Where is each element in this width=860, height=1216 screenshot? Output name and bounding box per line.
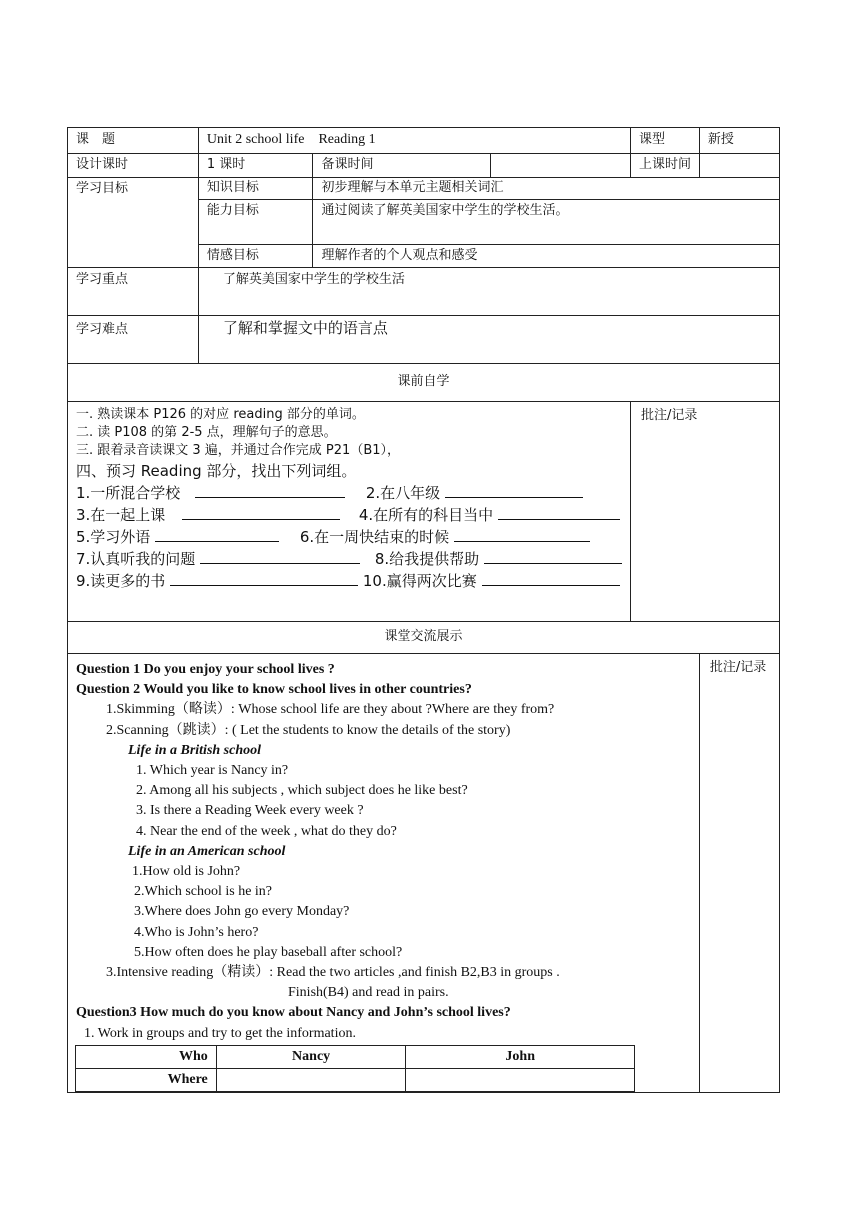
phrase-8-blank[interactable] bbox=[484, 549, 622, 564]
difficulties-label: 学习难点 bbox=[68, 316, 199, 364]
work-groups-line: 1. Work in groups and try to get the information. bbox=[84, 1025, 356, 1041]
self-study-title: 课前自学 bbox=[68, 364, 780, 402]
info-table bbox=[75, 1045, 635, 1092]
goal-knowledge-value: 初步理解与本单元主题相关词汇 bbox=[313, 178, 780, 200]
phrase-7-blank[interactable] bbox=[200, 549, 360, 564]
phrase-1-blank[interactable] bbox=[195, 483, 345, 498]
design-hours-label: 设计课时 bbox=[68, 154, 199, 178]
prep-time-value bbox=[490, 154, 630, 178]
topic-label: 课 题 bbox=[68, 128, 199, 154]
self-study-line-3: 三. 跟着录音读课文 3 遍，并通过合作完成 P21（B1）， bbox=[76, 443, 401, 458]
info-header-nancy: Nancy bbox=[216, 1045, 406, 1068]
phrase-9: 9.读更多的书 bbox=[76, 572, 166, 590]
classroom-content bbox=[68, 654, 700, 1093]
goal-emotion-value: 理解作者的个人观点和感受 bbox=[313, 245, 780, 268]
scanning-line: 2.Scanning（跳读）: ( Let the students to know the details of the story) bbox=[106, 722, 511, 738]
goals-label: 学习目标 bbox=[68, 178, 199, 268]
question-1: Question 1 Do you enjoy your school lives ? bbox=[76, 662, 335, 677]
goal-ability-label: 能力目标 bbox=[198, 200, 313, 245]
intensive-reading-line-2: Finish(B4) and read in pairs. bbox=[288, 985, 449, 1001]
british-question-1: 1. Which year is Nancy in? bbox=[136, 763, 289, 779]
self-study-content bbox=[68, 402, 631, 622]
goal-knowledge-label: 知识目标 bbox=[198, 178, 313, 200]
classroom-notes: 批注/记录 bbox=[699, 654, 779, 1093]
key-points-value: 了解英美国家中学生的学校生活 bbox=[198, 268, 779, 316]
british-question-3: 3. Is there a Reading Week every week ? bbox=[136, 803, 364, 819]
self-study-notes: 批注/记录 bbox=[630, 402, 779, 622]
british-question-4: 4. Near the end of the week , what do they do? bbox=[136, 823, 397, 839]
question-2: Question 2 Would you like to know school lives in other countries? bbox=[76, 682, 472, 698]
american-question-5: 5.How often does he play baseball after school? bbox=[134, 944, 403, 960]
class-time-label: 上课时间 bbox=[630, 154, 699, 178]
british-question-2: 2. Among all his subjects , which subject does he like best? bbox=[136, 783, 468, 799]
prep-time-label: 备课时间 bbox=[313, 154, 491, 178]
phrase-6-blank[interactable] bbox=[454, 527, 590, 542]
design-hours-value: 1 课时 bbox=[198, 154, 313, 178]
classroom-title: 课堂交流展示 bbox=[68, 622, 780, 654]
phrase-8: 8.给我提供帮助 bbox=[374, 550, 480, 568]
phrase-3: 3.在一起上课 bbox=[76, 506, 166, 524]
info-cell-nancy-where[interactable] bbox=[216, 1068, 406, 1091]
phrase-5-blank[interactable] bbox=[155, 527, 279, 542]
phrase-5: 5.学习外语 bbox=[76, 528, 151, 546]
class-time-value bbox=[699, 154, 779, 178]
american-school-title: Life in an American school bbox=[128, 843, 286, 859]
topic-value: Unit 2 school life Reading 1 bbox=[198, 128, 630, 154]
american-question-2: 2.Which school is he in? bbox=[134, 884, 273, 900]
key-points-label: 学习重点 bbox=[68, 268, 199, 316]
phrase-10: 10.赢得两次比赛 bbox=[362, 572, 477, 590]
goal-ability-value: 通过阅读了解英美国家中学生的学校生活。 bbox=[313, 200, 780, 245]
phrase-9-blank[interactable] bbox=[170, 571, 358, 586]
british-school-title: Life in a British school bbox=[128, 742, 262, 758]
info-cell-john-where[interactable] bbox=[406, 1068, 635, 1091]
goal-emotion-label: 情感目标 bbox=[198, 245, 313, 268]
preview-line: 四、预习 Reading 部分，找出下列词组。 bbox=[76, 462, 357, 480]
intensive-reading-line: 3.Intensive reading（精读）: Read the two articles ,and finish B2,B3 in groups . bbox=[106, 965, 560, 981]
phrase-10-blank[interactable] bbox=[482, 571, 620, 586]
phrase-1: 1.一所混合学校 bbox=[76, 484, 181, 502]
american-question-3: 3.Where does John go every Monday? bbox=[134, 904, 350, 920]
difficulties-value: 了解和掌握文中的语言点 bbox=[198, 316, 779, 364]
phrase-3-blank[interactable] bbox=[182, 505, 340, 520]
self-study-line-1: 一. 熟读课本 P126 的对应 reading 部分的单词。 bbox=[76, 407, 365, 422]
phrase-6: 6.在一周快结束的时候 bbox=[299, 528, 450, 546]
american-question-4: 4.Who is John’s hero? bbox=[134, 924, 259, 940]
info-row-where: Where bbox=[76, 1068, 217, 1091]
self-study-line-2: 二. 读 P108 的第 2-5 点，理解句子的意思。 bbox=[76, 425, 337, 440]
phrase-7: 7.认真听我的问题 bbox=[76, 550, 196, 568]
lesson-plan-table bbox=[67, 127, 780, 1093]
info-header-who: Who bbox=[76, 1045, 217, 1068]
type-label: 课型 bbox=[630, 128, 699, 154]
american-question-1: 1.How old is John? bbox=[132, 864, 241, 880]
phrase-2-blank[interactable] bbox=[445, 483, 583, 498]
question-3: Question3 How much do you know about Nancy and John’s school lives? bbox=[76, 1005, 511, 1021]
type-value: 新授 bbox=[699, 128, 779, 154]
skimming-line: 1.Skimming（略读）: Whose school life are they about ?Where are they from? bbox=[106, 702, 555, 718]
phrase-4-blank[interactable] bbox=[498, 505, 620, 520]
phrase-4: 4.在所有的科目当中 bbox=[358, 506, 494, 524]
phrase-2: 2.在八年级 bbox=[365, 484, 441, 502]
info-header-john: John bbox=[406, 1045, 635, 1068]
